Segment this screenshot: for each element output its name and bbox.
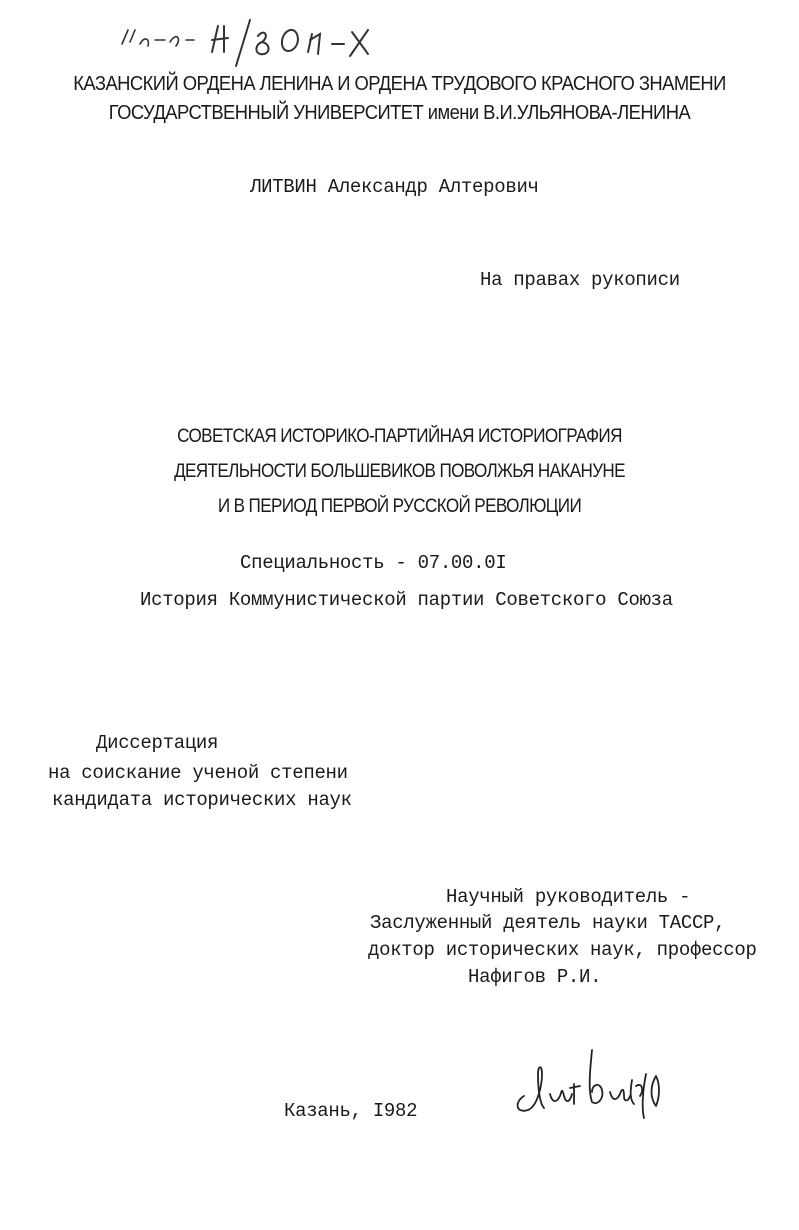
- specialty-code: Специальность - 07.00.0I: [240, 552, 507, 574]
- supervisor-line-4: Нафигов Р.И.: [468, 966, 602, 988]
- dissertation-line-3: кандидата исторических наук: [52, 789, 352, 811]
- supervisor-line-1: Научный руководитель -: [446, 886, 691, 908]
- university-line-2: ГОСУДАРСТВЕННЫЙ УНИВЕРСИТЕТ имени В.И.УЛЬЯНОВА-ЛЕНИНА: [108, 102, 691, 124]
- rights-note: На правах рукописи: [480, 269, 680, 291]
- title-line-1: СОВЕТСКАЯ ИСТОРИКО-ПАРТИЙНАЯ ИСТОРИОГРАФИЯ: [177, 426, 622, 447]
- supervisor-line-2: Заслуженный деятель науки ТАССР,: [370, 912, 726, 934]
- university-line-1: КАЗАНСКИЙ ОРДЕНА ЛЕНИНА И ОРДЕНА ТРУДОВОГО КРАСНОГО ЗНАМЕНИ: [73, 73, 726, 95]
- author-name: ЛИТВИН Александр Алтерович: [250, 176, 539, 198]
- archive-mark-handwriting: [100, 14, 390, 69]
- specialty-name: История Коммунистической партии Советского Союза: [140, 589, 673, 611]
- place-year: Казань, I982: [284, 1100, 418, 1122]
- author-signature: [510, 1036, 680, 1126]
- supervisor-line-3: доктор исторических наук, профессор: [368, 939, 757, 961]
- dissertation-line-2: на соискание ученой степени: [48, 762, 348, 784]
- title-line-2: ДЕЯТЕЛЬНОСТИ БОЛЬШЕВИКОВ ПОВОЛЖЬЯ НАКАНУНЕ: [174, 461, 625, 482]
- dissertation-line-1: Диссертация: [96, 732, 219, 754]
- title-line-3: И В ПЕРИОД ПЕРВОЙ РУССКОЙ РЕВОЛЮЦИИ: [217, 496, 582, 517]
